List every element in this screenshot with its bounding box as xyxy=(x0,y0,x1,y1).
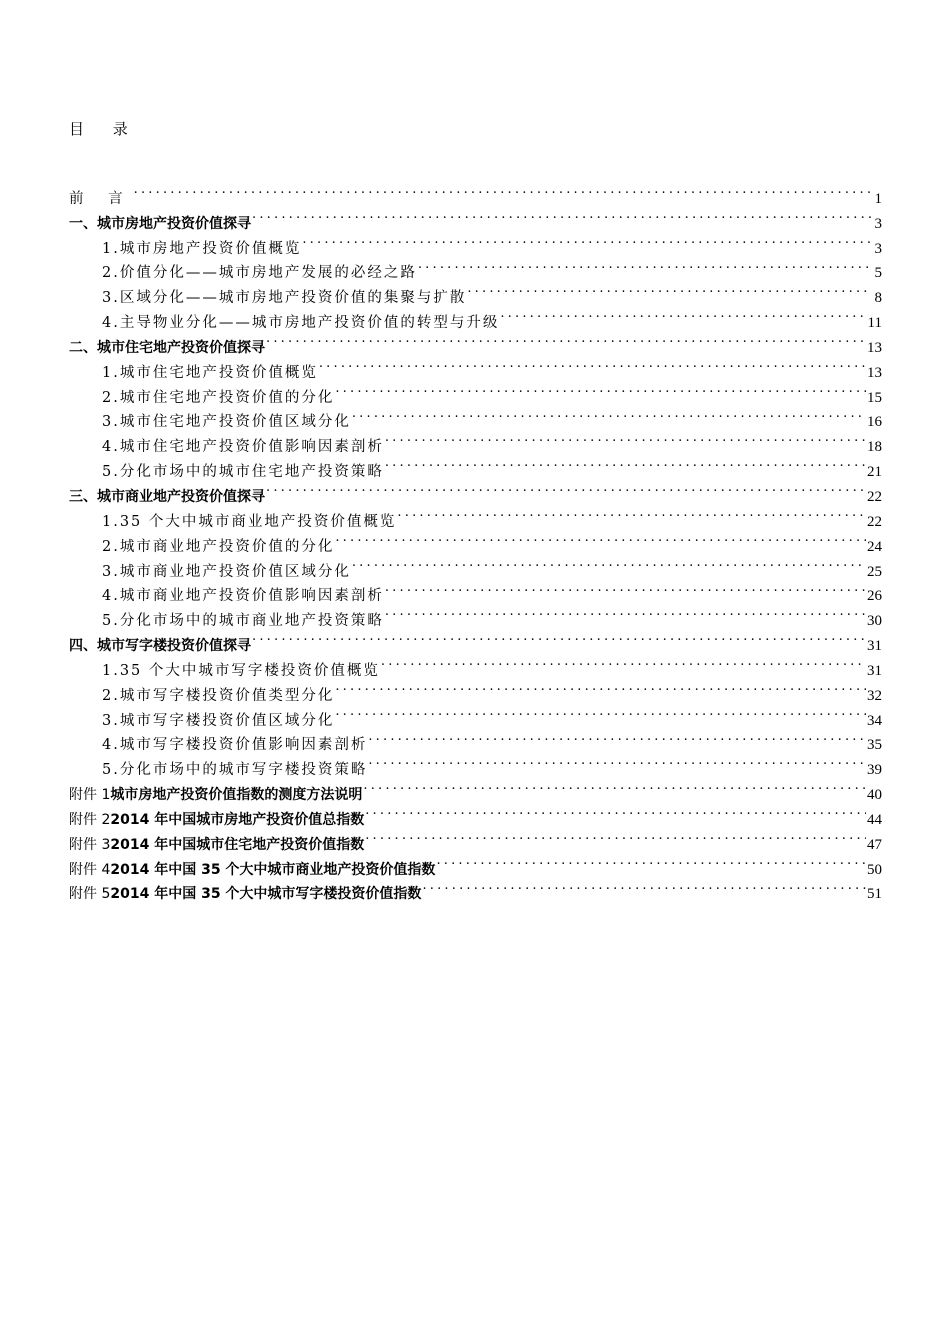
toc-leader-dots xyxy=(385,426,866,451)
toc-entry-label: 城市房地产投资价值指数的测度方法说明 xyxy=(110,787,363,804)
toc-entry-label: 4.城市写字楼投资价值影响因素剖析 xyxy=(102,737,368,754)
toc-leader-dots xyxy=(365,799,866,824)
toc-entry-label: 2014 年中国 35 个大中城市商业地产投资价值指数 xyxy=(110,861,436,878)
toc-entry-label: 5.分化市场中的城市商业地产投资策略 xyxy=(102,613,384,630)
toc-entry-label: 5.分化市场中的城市住宅地产投资策略 xyxy=(102,464,384,481)
toc-entry-label: 1.35 个大中城市写字楼投资价值概览 xyxy=(102,662,380,679)
toc-entry-label: 二、城市住宅地产投资价值探寻 xyxy=(69,339,265,356)
toc-leader-dots xyxy=(335,675,866,700)
toc-leader-dots xyxy=(335,526,866,551)
toc-entry-page: 31 xyxy=(867,662,882,679)
toc-entry-page: 34 xyxy=(867,712,882,729)
toc-entry-page: 5 xyxy=(874,265,882,282)
toc-entry-prefix: 附件 3 xyxy=(69,836,111,853)
toc-entry-page: 39 xyxy=(867,762,882,779)
toc-entry-label: 2.城市商业地产投资价值的分化 xyxy=(102,538,335,555)
toc-entry-label: 1.城市房地产投资价值概览 xyxy=(102,240,302,257)
toc-leader-dots xyxy=(397,501,866,526)
toc-entry-page: 26 xyxy=(867,588,882,605)
toc-leader-dots xyxy=(363,774,866,799)
toc-entry-page: 13 xyxy=(867,339,882,356)
toc-leader-dots xyxy=(385,576,866,601)
toc-entry-label: 四、城市写字楼投资价值探寻 xyxy=(69,638,251,655)
toc-entry-prefix: 附件 5 xyxy=(69,886,111,903)
toc-entry-page: 22 xyxy=(867,488,882,505)
toc-leader-dots xyxy=(368,725,866,750)
toc-entry-prefix: 附件 4 xyxy=(69,861,111,878)
toc-entry-label: 4.城市住宅地产投资价值影响因素剖析 xyxy=(102,439,384,456)
toc-entry-page: 3 xyxy=(874,215,882,232)
toc-entry-page: 51 xyxy=(867,886,882,903)
toc-entry-page: 40 xyxy=(867,787,882,804)
toc-leader-dots xyxy=(335,700,866,725)
toc-entry-page: 50 xyxy=(867,861,882,878)
toc-entry-label: 2014 年中国城市房地产投资价值总指数 xyxy=(110,811,365,828)
toc-title: 目 录 xyxy=(69,120,140,138)
toc-entry-label: 2.城市住宅地产投资价值的分化 xyxy=(102,389,335,406)
toc-entry-label: 5.分化市场中的城市写字楼投资策略 xyxy=(102,762,368,779)
toc-entry-label: 3.区域分化——城市房地产投资价值的集聚与扩散 xyxy=(102,290,467,307)
toc-leader-dots xyxy=(385,451,866,476)
toc-entry-page: 35 xyxy=(867,737,882,754)
toc-entry-page: 15 xyxy=(867,389,882,406)
toc-entry-page: 24 xyxy=(867,538,882,555)
toc-entry-label: 3.城市住宅地产投资价值区域分化 xyxy=(102,414,351,431)
toc-leader-dots xyxy=(500,302,866,327)
toc-leader-dots xyxy=(365,824,866,849)
toc-entry-page: 25 xyxy=(867,563,882,580)
toc-entry-page: 22 xyxy=(867,513,882,530)
toc-leader-dots xyxy=(352,551,866,576)
toc-entry-chapter-1[interactable] xyxy=(69,203,882,232)
toc-entry-page: 21 xyxy=(867,464,882,481)
toc-entry-page: 11 xyxy=(867,315,882,332)
toc-entry-preface[interactable] xyxy=(69,178,882,207)
toc-leader-dots xyxy=(134,178,871,203)
toc-entry-page: 30 xyxy=(867,613,882,630)
toc-entry-page: 8 xyxy=(874,290,882,307)
toc-entry-page: 3 xyxy=(874,240,882,257)
toc-leader-dots xyxy=(368,749,866,774)
toc-leader-dots xyxy=(352,402,866,427)
toc-entry-page: 18 xyxy=(867,439,882,456)
toc-leader-dots xyxy=(436,849,866,874)
toc-entry-page: 31 xyxy=(867,638,882,655)
toc-entry-label: 2.价值分化——城市房地产发展的必经之路 xyxy=(102,265,417,282)
toc-entry-page: 47 xyxy=(867,836,882,853)
toc-entry-label: 3.城市商业地产投资价值区域分化 xyxy=(102,563,351,580)
toc-entry-label: 2014 年中国城市住宅地产投资价值指数 xyxy=(110,836,365,853)
toc-entry-label: 2.城市写字楼投资价值类型分化 xyxy=(102,687,335,704)
toc-leader-dots xyxy=(319,352,866,377)
toc-entry-page: 13 xyxy=(867,364,882,381)
toc-entry-label: 三、城市商业地产投资价值探寻 xyxy=(69,488,265,505)
toc-entry-label: 1.35 个大中城市商业地产投资价值概览 xyxy=(102,513,397,530)
toc-entry-page: 32 xyxy=(867,687,882,704)
toc-entry-prefix: 附件 2 xyxy=(69,811,111,828)
toc-entry-label: 2014 年中国 35 个大中城市写字楼投资价值指数 xyxy=(110,886,422,903)
toc-leader-dots xyxy=(381,650,866,675)
toc-entry-page: 1 xyxy=(874,190,882,207)
table-of-contents xyxy=(69,178,882,903)
toc-leader-dots xyxy=(302,228,871,253)
toc-entry-label: 前 言 xyxy=(69,190,133,207)
toc-entry-label: 3.城市写字楼投资价值区域分化 xyxy=(102,712,335,729)
toc-leader-dots xyxy=(418,253,871,278)
toc-entry-page: 16 xyxy=(867,414,882,431)
toc-entry-page: 44 xyxy=(867,811,882,828)
toc-leader-dots xyxy=(252,625,866,650)
toc-leader-dots xyxy=(385,600,866,625)
toc-leader-dots xyxy=(422,874,866,899)
toc-entry-label: 4.主导物业分化——城市房地产投资价值的转型与升级 xyxy=(102,315,500,332)
toc-entry-label: 1.城市住宅地产投资价值概览 xyxy=(102,364,318,381)
toc-leader-dots xyxy=(266,327,866,352)
toc-leader-dots xyxy=(335,377,866,402)
toc-leader-dots xyxy=(467,277,871,302)
toc-entry-prefix: 附件 1 xyxy=(69,787,111,804)
toc-leader-dots xyxy=(266,476,866,501)
toc-entry-label: 一、城市房地产投资价值探寻 xyxy=(69,215,251,232)
toc-entry-label: 4.城市商业地产投资价值影响因素剖析 xyxy=(102,588,384,605)
toc-leader-dots xyxy=(252,203,871,228)
